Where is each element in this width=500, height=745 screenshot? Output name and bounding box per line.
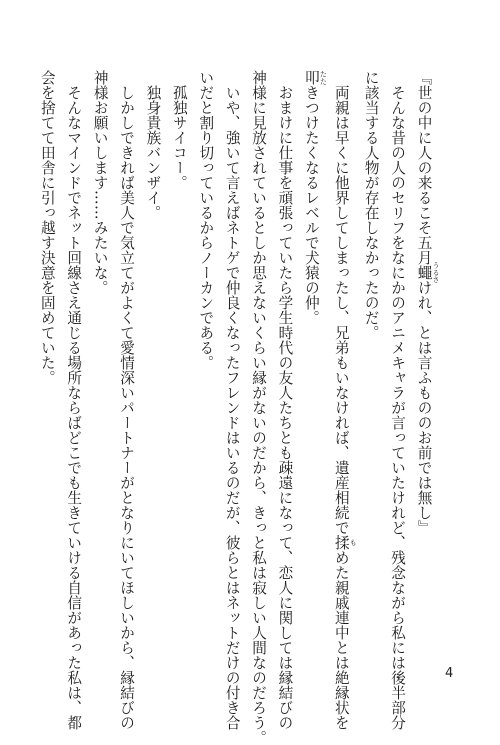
text-line: いや、強いて言えばネトゲで仲良くなったフレンドはいるのだが、彼らとはネットだけの付き合: [223, 70, 241, 730]
text-line: に該当する人物が存在しなかったのだ。: [362, 70, 380, 340]
text-line: 『世の中に人の来るこそ五月蠅 うるさけれ、とは言ふもののお前では無し』: [415, 70, 440, 535]
text-line: 叩 たたきつけたくなるレベルで犬猿の仲。: [302, 70, 328, 325]
furigana-ruby: 揉 も: [332, 535, 358, 550]
text-line: おまけに仕事を頑張っていたら学生時代の友人たちとも疎遠になって、恋人に関しては縁結びの: [276, 70, 294, 730]
text-line: 神様に見放されているとしか思えないくらい縁がないのだから、きっと私は寂しい人間なのだろう。: [250, 70, 268, 745]
text-line: しかしできれば美人で気立てがよくて愛情深いパートナーがとなりにいてほしいから、縁結びの: [118, 70, 136, 730]
furigana-reading: も: [349, 535, 358, 550]
text-line: そんなマインドでネット回線さえ通じる場所ならばどこでも生きていける自信があった私は、都: [65, 70, 83, 730]
text-line: 会を捨てて田舎に引っ越す決意を固めていた。: [38, 70, 56, 385]
furigana-ruby: 蠅 うるさ: [415, 262, 440, 283]
text-line: 孤独サイコー。: [170, 70, 188, 190]
text-line: 独身貴族バンザイ。: [144, 70, 162, 220]
text-line: いだと割り切っているからノーカンである。: [197, 70, 215, 370]
page-number: 4: [445, 666, 454, 681]
vertical-text-body: [33, 70, 440, 745]
text-line: そんな昔の人のセリフをなにかのアニメキャラが言っていたけれど、残念ながら私には後半部分: [389, 70, 407, 730]
furigana-ruby: 叩 たた: [302, 70, 328, 85]
furigana-reading: たた: [319, 70, 328, 85]
text-line: 神様お願いします……みたいな。: [91, 70, 109, 295]
furigana-reading: うるさ: [432, 262, 440, 283]
text-line: 両親は早くに他界してしまったし、兄弟もいなければ、遺産相続で揉 もめた親戚連中とは絶縁状を: [332, 70, 358, 730]
